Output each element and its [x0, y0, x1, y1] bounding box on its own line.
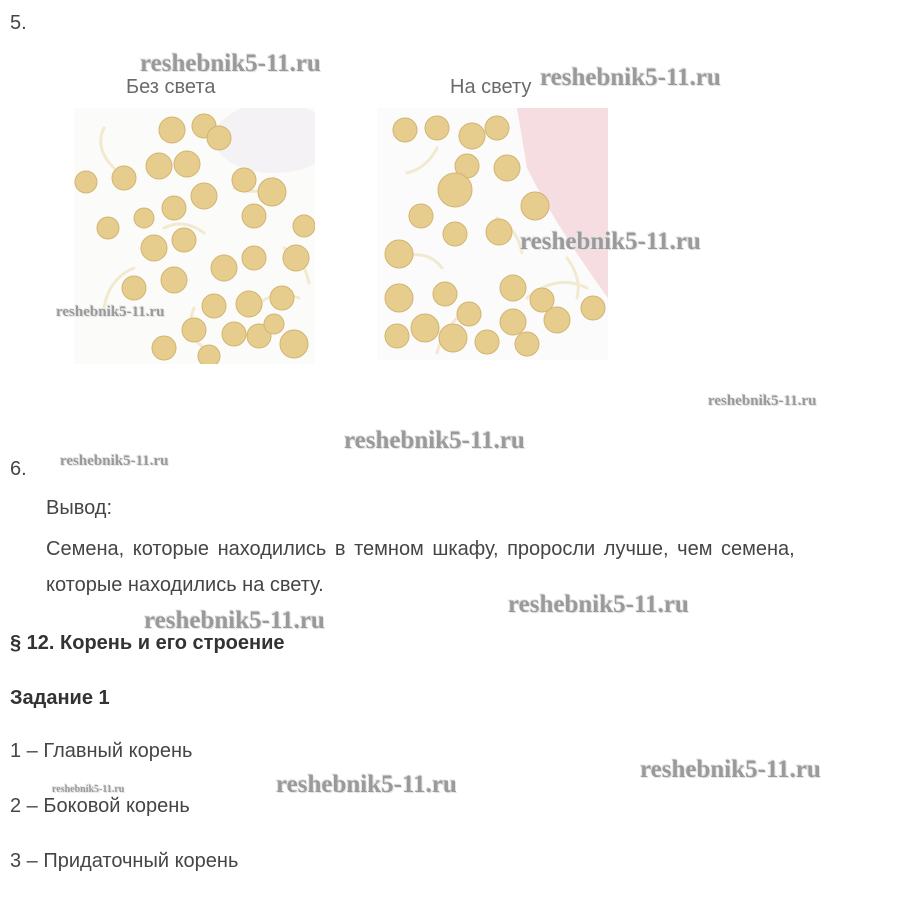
section-number-5: 5. [10, 12, 27, 34]
watermark: reshebnik5-11.ru [56, 304, 165, 320]
watermark: reshebnik5-11.ru [540, 64, 721, 91]
watermark: reshebnik5-11.ru [52, 784, 125, 795]
root-item-2: 2 – Боковой корень [10, 795, 190, 817]
conclusion-line-2: которые находились на свету. [46, 574, 324, 596]
watermark: reshebnik5-11.ru [520, 228, 701, 255]
root-item-1: 1 – Главный корень [10, 740, 193, 762]
section-heading: § 12. Корень и его строение [10, 632, 285, 654]
photo-light-caption: На свету [450, 76, 532, 98]
root-item-3: 3 – Придаточный корень [10, 850, 239, 872]
photo-seeds-without-light [74, 108, 315, 364]
watermark: reshebnik5-11.ru [60, 453, 169, 469]
photo-dark-caption: Без света [126, 76, 216, 98]
section-number-6: 6. [10, 458, 27, 480]
watermark: reshebnik5-11.ru [144, 607, 325, 634]
conclusion-label: Вывод: [46, 497, 113, 519]
task-title: Задание 1 [10, 687, 110, 709]
watermark: reshebnik5-11.ru [344, 427, 525, 454]
watermark: reshebnik5-11.ru [508, 591, 689, 618]
watermark: reshebnik5-11.ru [708, 393, 817, 409]
watermark: reshebnik5-11.ru [276, 771, 457, 798]
watermark: reshebnik5-11.ru [640, 756, 821, 783]
watermark: reshebnik5-11.ru [140, 50, 321, 77]
conclusion-line-1: Семена, которые находились в темном шкафу, проросли лучше, чем семена, [46, 538, 795, 560]
